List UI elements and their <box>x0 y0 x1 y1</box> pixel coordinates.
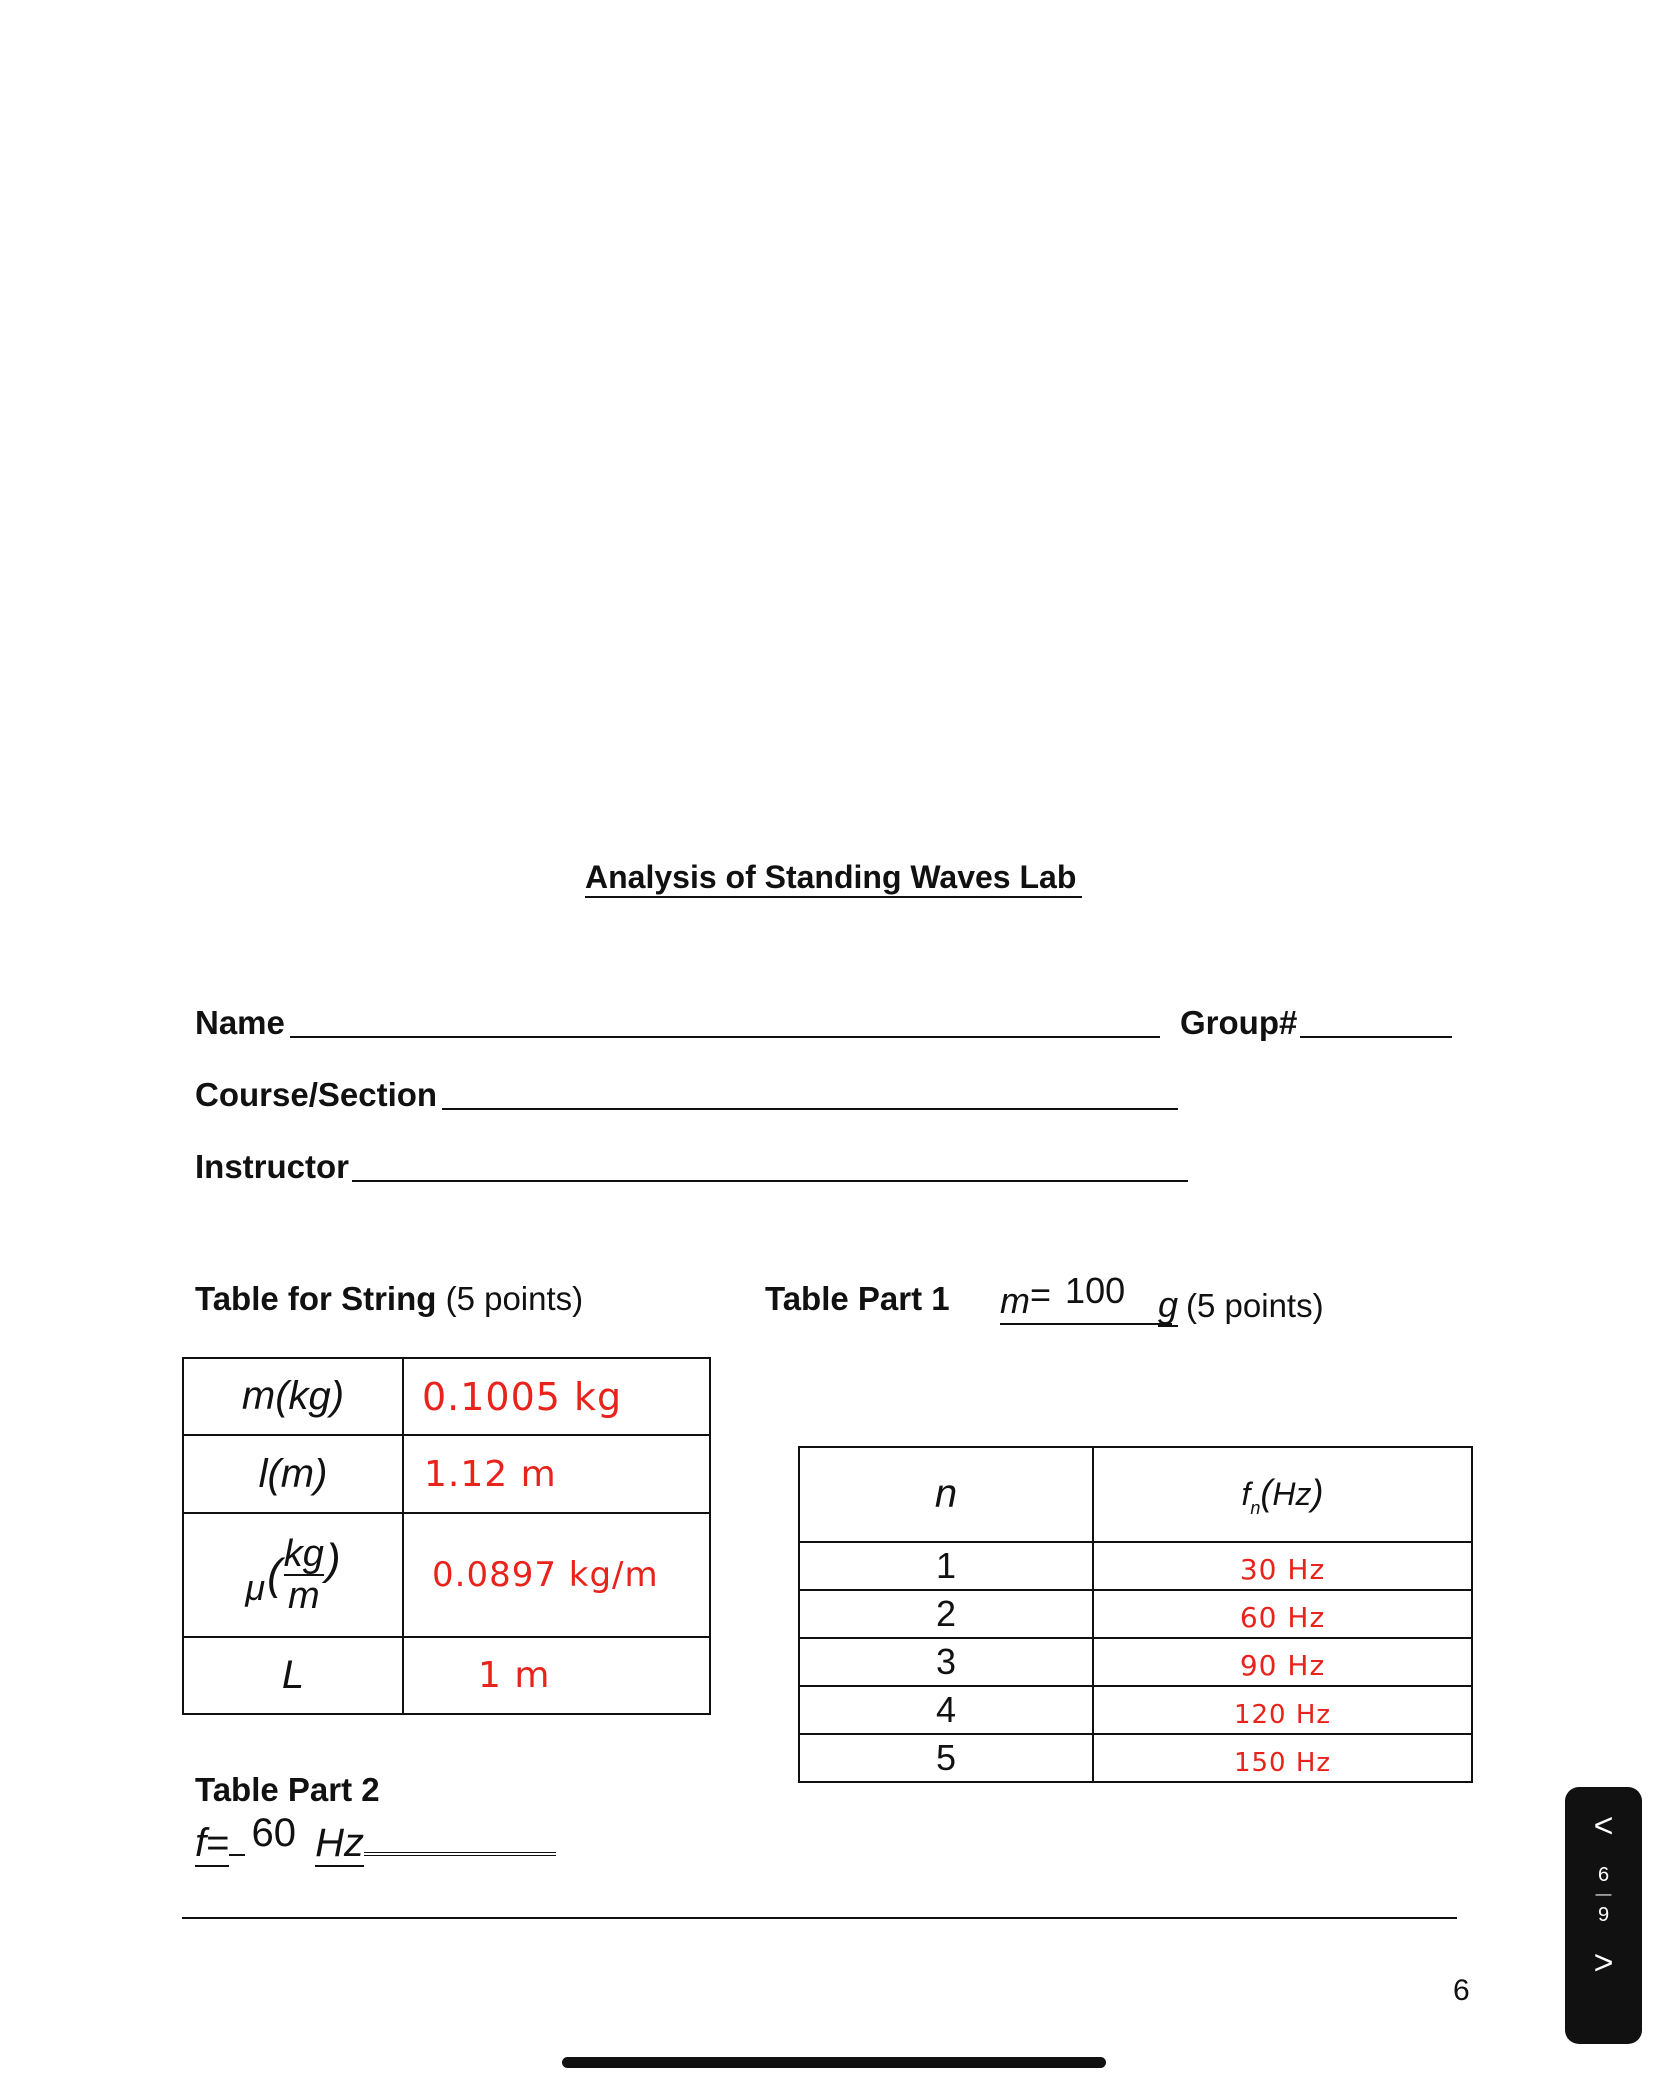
cell-f-3-text: 90 Hz <box>1239 1648 1326 1682</box>
string-value-mu-text: 0.0897 kg/m <box>432 1555 659 1595</box>
table-row <box>799 1542 1472 1590</box>
page-navigator <box>1565 1787 1642 2044</box>
part2-f-unit: Hz <box>315 1821 364 1865</box>
col-header-n: n <box>799 1447 1093 1542</box>
string-value-mass-text: 0.1005 kg <box>422 1374 623 1419</box>
pager-separator: — <box>1595 1886 1612 1903</box>
page-up-button[interactable]: < <box>1593 1807 1614 1845</box>
cell-f-5[interactable] <box>1093 1734 1472 1782</box>
cell-n-3: 3 <box>799 1638 1093 1686</box>
part2-f-symbol: f <box>195 1821 207 1865</box>
bottom-rule <box>182 1917 1457 1919</box>
instructor-field-line[interactable] <box>352 1180 1188 1182</box>
col-header-f-sub: n <box>1250 1498 1261 1518</box>
col-header-f: $f_n(Hz)$ <box>1093 1447 1472 1542</box>
part2-heading: Table Part 2 <box>195 1771 380 1808</box>
col-header-f-symbol: f <box>1241 1476 1251 1512</box>
table-row <box>183 1513 710 1637</box>
cell-f-1[interactable] <box>1093 1542 1472 1590</box>
cell-f-4-text: 120 Hz <box>1233 1699 1332 1730</box>
cell-f-4[interactable] <box>1093 1686 1472 1734</box>
part1-m-symbol: m <box>1000 1280 1030 1321</box>
cell-n-1: 1 <box>799 1542 1093 1590</box>
cell-f-5-text: 150 Hz <box>1233 1747 1332 1778</box>
string-table-heading <box>195 1279 583 1319</box>
part2-frequency <box>195 1811 556 1868</box>
string-value-mass[interactable] <box>403 1358 710 1435</box>
table-row <box>183 1358 710 1435</box>
table-row <box>799 1638 1472 1686</box>
string-value-L-text: 1 m <box>478 1655 551 1696</box>
string-label-mu: μ ( $\frac{kg}{m}$ ) <box>183 1513 403 1637</box>
pager-current: 6 <box>1597 1864 1610 1886</box>
mu-denominator: m <box>288 1575 320 1617</box>
table-row <box>183 1637 710 1714</box>
home-indicator[interactable] <box>562 2057 1106 2068</box>
part1-m-eq: = <box>1030 1274 1052 1315</box>
cell-n-2: 2 <box>799 1590 1093 1638</box>
string-value-L[interactable] <box>403 1637 710 1714</box>
group-label: Group# <box>1180 1004 1298 1041</box>
name-label: Name <box>195 1004 285 1041</box>
table-row <box>799 1734 1472 1782</box>
cell-n-4: 4 <box>799 1686 1093 1734</box>
cell-f-2-text: 60 Hz <box>1239 1600 1326 1634</box>
page-down-button[interactable]: > <box>1593 1944 1614 1982</box>
table-row <box>799 1447 1472 1542</box>
table-row <box>183 1435 710 1513</box>
pager-total: 9 <box>1597 1904 1610 1926</box>
cell-f-1-text: 30 Hz <box>1239 1552 1326 1586</box>
mu-symbol: μ <box>245 1567 266 1608</box>
instructor-label: Instructor <box>195 1148 350 1185</box>
part2-f-value: 60 <box>251 1811 296 1855</box>
string-value-length[interactable] <box>403 1435 710 1513</box>
part1-m-unit: g <box>1158 1284 1179 1325</box>
table-row <box>799 1590 1472 1638</box>
string-value-mu[interactable] <box>403 1513 710 1637</box>
cell-n-5: 5 <box>799 1734 1093 1782</box>
course-label: Course/Section <box>195 1076 438 1113</box>
cell-f-3[interactable] <box>1093 1638 1472 1686</box>
col-header-f-unit: Hz <box>1272 1476 1312 1512</box>
string-table <box>182 1357 711 1715</box>
course-field-line[interactable] <box>442 1108 1178 1110</box>
cell-f-2[interactable] <box>1093 1590 1472 1638</box>
part1-heading: Table Part 1 <box>765 1280 950 1317</box>
name-field-line[interactable] <box>290 1036 1160 1038</box>
mu-numerator: kg <box>283 1533 324 1575</box>
part2-f-eq: = <box>206 1821 230 1865</box>
string-value-length-text: 1.12 m <box>424 1453 557 1495</box>
part1-m-value: 100 <box>1065 1270 1126 1311</box>
string-table-title: Table for String <box>195 1280 437 1317</box>
group-field-line[interactable] <box>1300 1036 1452 1038</box>
table-row <box>799 1686 1472 1734</box>
part1-mass <box>1000 1265 1324 1325</box>
page-number: 6 <box>1453 1974 1470 2007</box>
part1-points: (5 points) <box>1186 1287 1324 1324</box>
string-label-mass: m(kg) <box>183 1358 403 1435</box>
string-table-points: (5 points) <box>445 1280 584 1317</box>
part1-table <box>798 1446 1473 1783</box>
string-label-L: L <box>183 1637 403 1714</box>
page-title: Analysis of Standing Waves Lab <box>585 858 1082 898</box>
string-label-length: l(m) <box>183 1435 403 1513</box>
